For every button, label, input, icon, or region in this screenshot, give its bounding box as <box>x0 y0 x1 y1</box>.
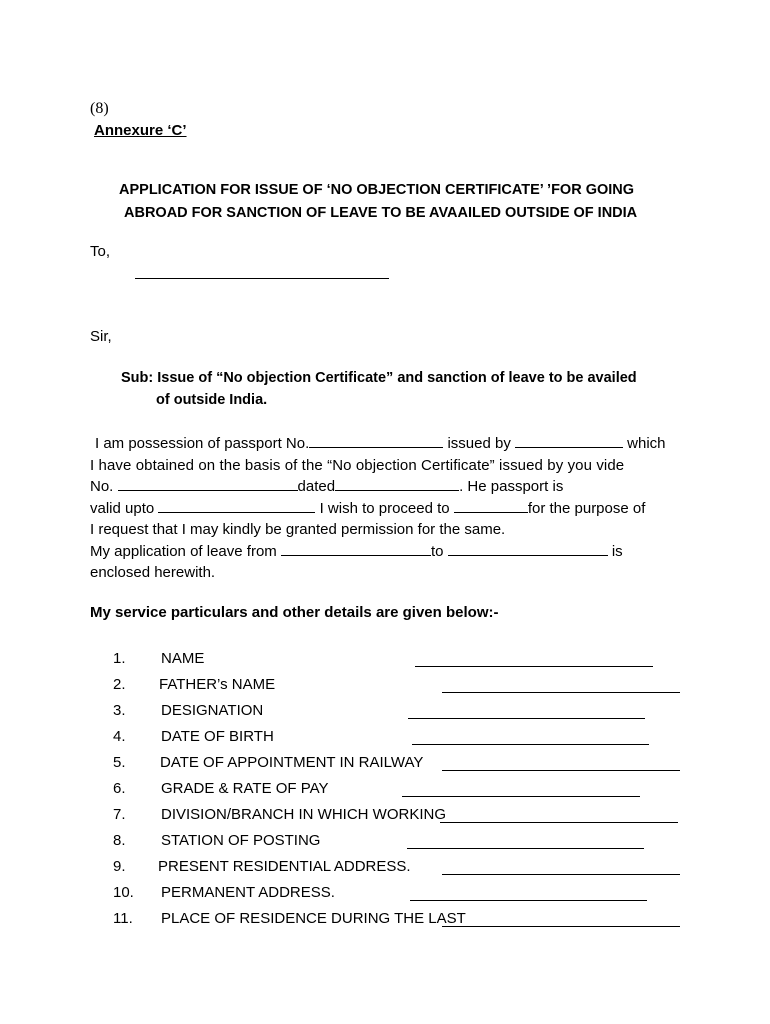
destination-blank[interactable] <box>454 499 528 513</box>
present-address-blank[interactable] <box>442 874 680 875</box>
list-item: 1. NAME <box>0 650 770 672</box>
addressee-blank[interactable] <box>135 278 389 279</box>
body-paragraph <box>90 433 680 584</box>
division-branch-blank[interactable] <box>440 822 678 823</box>
list-item: 9. PRESENT RESIDENTIAL ADDRESS. <box>0 858 770 880</box>
noc-date-blank[interactable] <box>335 477 459 491</box>
date-of-birth-blank[interactable] <box>412 744 649 745</box>
body-row-1: I am possession of passport No. issued by which <box>95 435 666 452</box>
station-posting-blank[interactable] <box>407 848 644 849</box>
noc-number-blank[interactable] <box>118 477 298 491</box>
body-row-4: valid upto I wish to proceed to for the purpose of <box>90 499 646 517</box>
list-item: 2. FATHER’s NAME <box>0 676 770 698</box>
subject-line-1: Sub: Issue of “No objection Certificate” and sanction of leave to be availed <box>121 370 637 386</box>
permanent-address-blank[interactable] <box>410 900 647 901</box>
grade-pay-blank[interactable] <box>402 796 640 797</box>
list-item: 6. GRADE & RATE OF PAY <box>0 780 770 802</box>
leave-from-blank[interactable] <box>281 542 431 556</box>
service-particulars-heading: My service particulars and other details are given below:- <box>90 604 499 621</box>
annexure-label: Annexure ‘C’ <box>94 122 187 139</box>
valid-upto-blank[interactable] <box>158 499 315 513</box>
salutation: Sir, <box>90 328 112 345</box>
body-row-3: No. dated . He passport is <box>90 478 564 495</box>
page-number: (8) <box>90 100 109 117</box>
list-item: 10. PERMANENT ADDRESS. <box>0 884 770 906</box>
list-item: 3. DESIGNATION <box>0 702 770 724</box>
designation-blank[interactable] <box>408 718 645 719</box>
title-line-2: ABROAD FOR SANCTION OF LEAVE TO BE AVAAILED OUTSIDE OF INDIA <box>124 205 638 221</box>
body-row-6: My application of leave from to is <box>90 542 623 560</box>
to-label: To, <box>90 243 111 260</box>
body-row-2: I have obtained on the basis of the “No objection Certificate” issued by you vide <box>90 456 625 474</box>
residence-place-blank[interactable] <box>442 926 680 927</box>
passport-number-blank[interactable] <box>309 434 443 448</box>
issued-by-blank[interactable] <box>515 434 623 448</box>
list-item: 7. DIVISION/BRANCH IN WHICH WORKING <box>0 806 770 828</box>
list-item: 11. PLACE OF RESIDENCE DURING THE LAST <box>0 910 770 932</box>
fathers-name-blank[interactable] <box>442 692 680 693</box>
list-item: 5. DATE OF APPOINTMENT IN RAILWAY <box>0 754 770 776</box>
list-item: 8. STATION OF POSTING <box>0 832 770 854</box>
list-item: 4. DATE OF BIRTH <box>0 728 770 750</box>
title-line-1: APPLICATION FOR ISSUE OF ‘NO OBJECTION CERTIFICATE’ ’FOR GOING <box>119 182 635 198</box>
subject-line-2: of outside India. <box>156 392 268 408</box>
body-row-5: I request that I may kindly be granted permission for the same. <box>90 521 506 538</box>
leave-to-blank[interactable] <box>448 542 608 556</box>
appointment-date-blank[interactable] <box>442 770 680 771</box>
body-row-7: enclosed herewith. <box>90 564 216 581</box>
name-blank[interactable] <box>415 666 653 667</box>
